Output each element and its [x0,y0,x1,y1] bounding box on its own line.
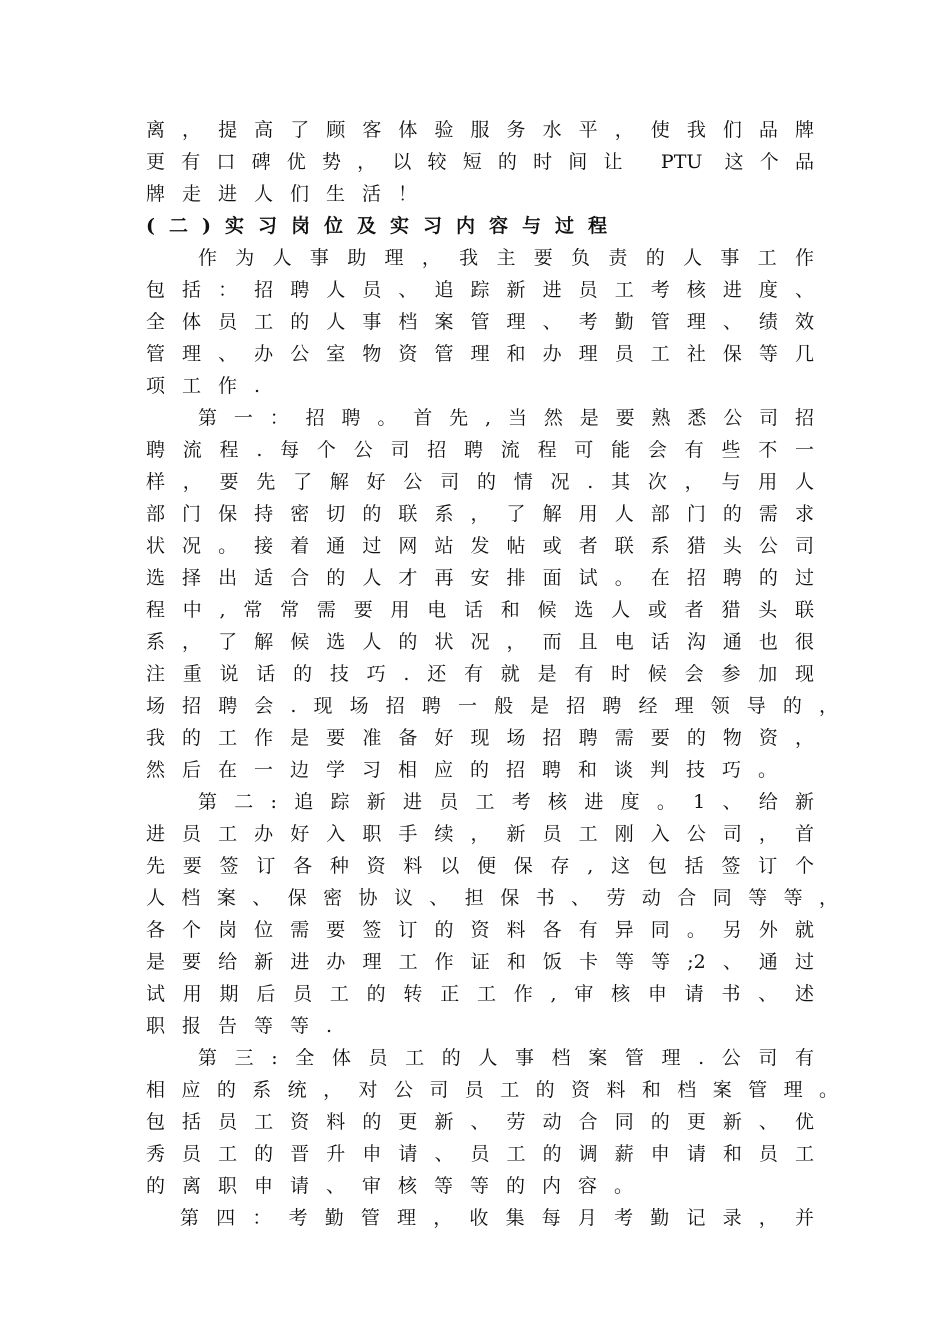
text-line: 项工作. [146,375,278,397]
text-line: 各个岗位需要签订的资料各有异同。另外就 [146,919,814,941]
text-line: 第三:全体员工的人事档案管理.公司有 [198,1047,814,1069]
text-line: 作为人事助理，我主要负责的人事工作 [198,247,814,269]
text-line: 程中,常常需要用电话和候选人或者猎头联 [146,599,814,621]
text-line: 职报告等等. [146,1015,350,1037]
text-line: 全体员工的人事档案管理、考勤管理、绩效 [146,311,814,333]
text-line: 注重说话的技巧.还有就是有时候会参加现 [146,663,814,685]
text-line: 第四：考勤管理，收集每月考勤记录，并 [180,1207,814,1229]
text-line: 试用期后员工的转正工作,审核申请书、述 [146,983,814,1005]
text-line: 是要给新进办理工作证和饭卡等等;2、通过 [146,951,814,973]
text-line: 状况。接着通过网站发帖或者联系猎头公司 [146,535,814,557]
text-line: 聘流程.每个公司招聘流程可能会有些不一 [146,439,814,461]
text-line: 包括员工资料的更新、劳动合同的更新、优 [146,1111,814,1133]
text-line: 我的工作是要准备好现场招聘需要的物资， [146,727,814,749]
text-line: 样，要先了解好公司的情况.其次，与用人 [146,471,814,493]
text-line: 秀员工的晋升申请、员工的调薪申请和员工 [146,1143,814,1165]
text-line: 包括：招聘人员、追踪新进员工考核进度、 [146,279,814,301]
text-line: 先要签订各种资料以便保存,这包括签订个 [146,855,814,877]
text-line: 人档案、保密协议、担保书、劳动合同等等， [146,887,838,909]
text-line: 的离职申请、审核等等的内容。 [146,1175,651,1197]
text-line: 进员工办好入职手续，新员工刚入公司，首 [146,823,814,845]
section-heading: (二)实习岗位及实习内容与过程 [146,215,621,237]
text-line: 管理、办公室物资管理和办理员工社保等几 [146,343,814,365]
text-line: 场招聘会.现场招聘一般是招聘经理领导的， [146,695,838,717]
text-line: 选择出适合的人才再安排面试。在招聘的过 [146,567,814,589]
text-line: 系，了解候选人的状况，而且电话沟通也很 [146,631,814,653]
text-line: 第二:追踪新进员工考核进度。1、给新 [198,791,814,813]
text-line: 第一：招聘。首先,当然是要熟悉公司招 [198,407,814,429]
text-line: 部门保持密切的联系，了解用人部门的需求 [146,503,814,525]
text-line: 更有口碑优势，以较短的时间让 PTU 这个品 [146,151,814,173]
text-line: 牌走进人们生活！ [146,183,435,205]
text-line: 然后在一边学习相应的招聘和谈判技巧。 [146,759,795,781]
text-line: 离，提高了顾客体验服务水平，使我们品牌 [146,119,814,141]
text-line: 相应的系统，对公司员工的资料和档案管理。 [146,1079,838,1101]
